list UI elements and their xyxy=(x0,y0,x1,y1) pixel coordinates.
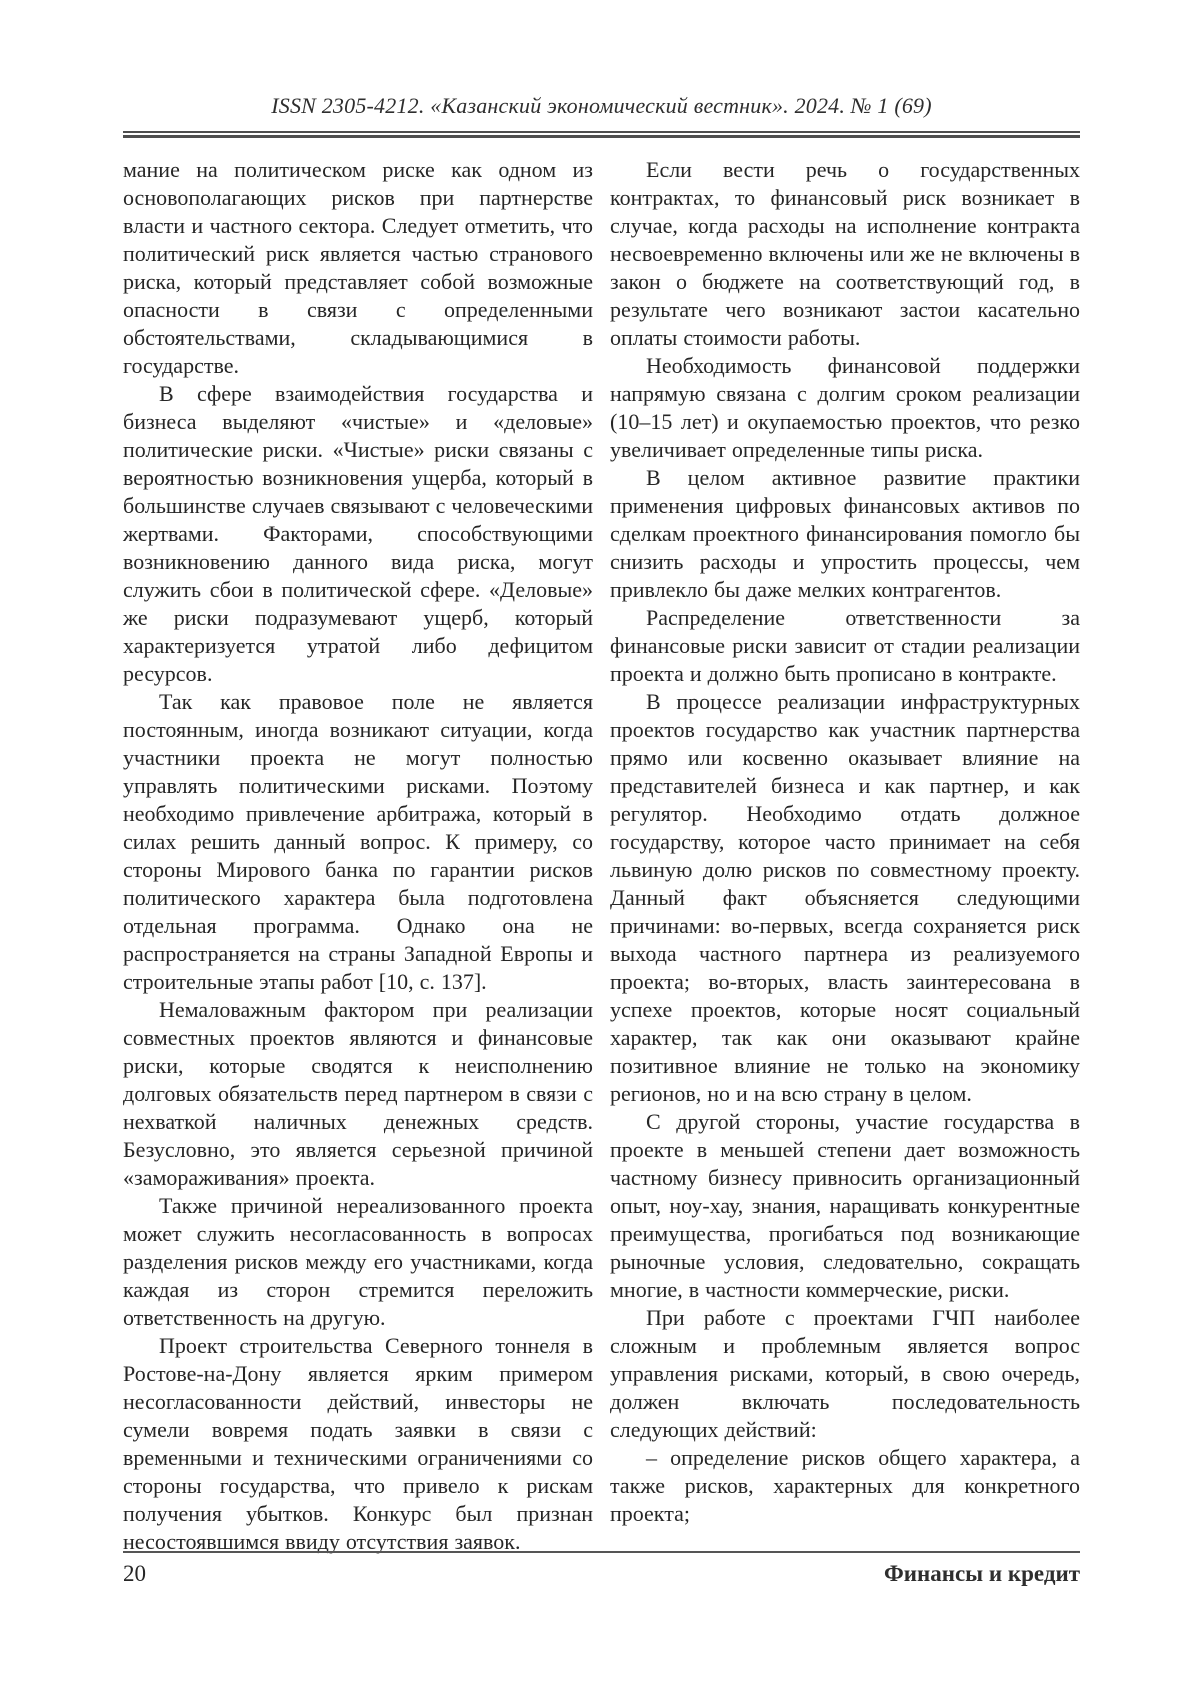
paragraph: Если вести речь о государственных контрактах, то финансовый риск возникает в случае, когда расходы на исполнение контракта несвоевременно включены или же не включены в закон о бюджете на соответствующий год, в результате чего возникают застои касательно оплаты стоимости работы. xyxy=(610,157,1080,350)
paragraph: Распределение ответственности за финансовые риски зависит от стадии реализации проекта и должно быть прописано в контракте. xyxy=(610,605,1080,686)
paragraph: Проект строительства Северного тоннеля в Ростове-на-Дону является ярким примером несогласованности действий, инвесторы не сумели вовремя подать заявки в связи с временными и техническими ограничениями со стороны государства, что привело к рискам получения убытков. Конкурс был признан несостоявшимся ввиду отсутствия заявок. xyxy=(123,1333,593,1554)
paragraph: В целом активное развитие практики применения цифровых финансовых активов по сделкам проектного финансирования помогло бы снизить расходы и упростить процессы, чем привлекло бы даже мелких контрагентов. xyxy=(610,465,1080,602)
paragraph: Также причиной нереализованного проекта может служить несогласованность в вопросах разделения рисков между его участниками, когда каждая из сторон стремится переложить ответственность на другую. xyxy=(123,1193,593,1330)
running-head: ISSN 2305-4212. «Казанский экономический вестник». 2024. № 1 (69) xyxy=(271,93,932,118)
two-column-body xyxy=(123,156,1080,1556)
page-number: 20 xyxy=(123,1561,146,1586)
paragraph: мание на политическом риске как одном из основополагающих рисков при партнерстве власти и частного сектора. Следует отметить, что политический риск является частью странового риска, который представляет собой возможные опасности в связи с определенными обстоятельствами, складывающимися в государстве. xyxy=(123,157,593,378)
paragraph: – определение рисков общего характера, а также рисков, характерных для конкретного проекта; xyxy=(610,1445,1080,1526)
paragraph: С другой стороны, участие государства в проекте в меньшей степени дает возможность частному бизнесу привносить организационный опыт, ноу-хау, знания, наращивать конкурентные преимущества, прогибаться под возникающие рыночные условия, следовательно, сокращать многие, в частности коммерческие, риски. xyxy=(610,1109,1080,1302)
paragraph: Немаловажным фактором при реализации совместных проектов являются и финансовые риски, которые сводятся к неисполнению долговых обязательств перед партнером в связи с нехваткой наличных денежных средств. Безусловно, это является серьезной причиной «замораживания» проекта. xyxy=(123,997,593,1190)
paragraph: При работе с проектами ГЧП наиболее сложным и проблемным является вопрос управления рисками, который, в свою очередь, должен включать последовательность следующих действий: xyxy=(610,1305,1080,1442)
footer-rule xyxy=(123,1551,1080,1553)
paragraph: В сфере взаимодействия государства и бизнеса выделяют «чистые» и «деловые» политические риски. «Чистые» риски связаны с вероятностью возникновения ущерба, который в большинстве случаев связывают с человеческими жертвами. Факторами, способствующими возникновению данного вида риска, могут служить сбои в политической сфере. «Деловые» же риски подразумевают ущерб, который характеризуется утратой либо дефицитом ресурсов. xyxy=(123,381,593,686)
paragraph: В процессе реализации инфраструктурных проектов государство как участник партнерства прямо или косвенно оказывает влияние на представителей бизнеса и как партнер, и как регулятор. Необходимо отдать должное государству, которое часто принимает на себя львиную долю рисков по совместному проекту. Данный факт объясняется следующими причинами: во-первых, всегда сохраняется риск выхода частного партнера из реализуемого проекта; во-вторых, власть заинтересована в успехе проектов, которые носят социальный характер, так как они оказывают крайне позитивное влияние не только на экономику регионов, но и на всю страну в целом. xyxy=(610,689,1080,1106)
paragraph: Необходимость финансовой поддержки напрямую связана с долгим сроком реализации (10–15 лет) и окупаемостью проектов, что резко увеличивает определенные типы риска. xyxy=(610,353,1080,462)
page-footer xyxy=(123,1561,1080,1587)
paragraph: Так как правовое поле не является постоянным, иногда возникают ситуации, когда участники проекта не могут полностью управлять политическими рисками. Поэтому необходимо привлечение арбитража, который в силах решить данный вопрос. К примеру, со стороны Мирового банка по гарантии рисков политического характера была подготовлена отдельная программа. Однако она не распространяется на страны Западной Европы и строительные этапы работ [10, с. 137]. xyxy=(123,689,593,994)
section-title: Финансы и кредит xyxy=(883,1561,1080,1586)
left-column xyxy=(123,156,593,1556)
header-double-rule xyxy=(123,131,1080,138)
right-column xyxy=(610,156,1080,1556)
